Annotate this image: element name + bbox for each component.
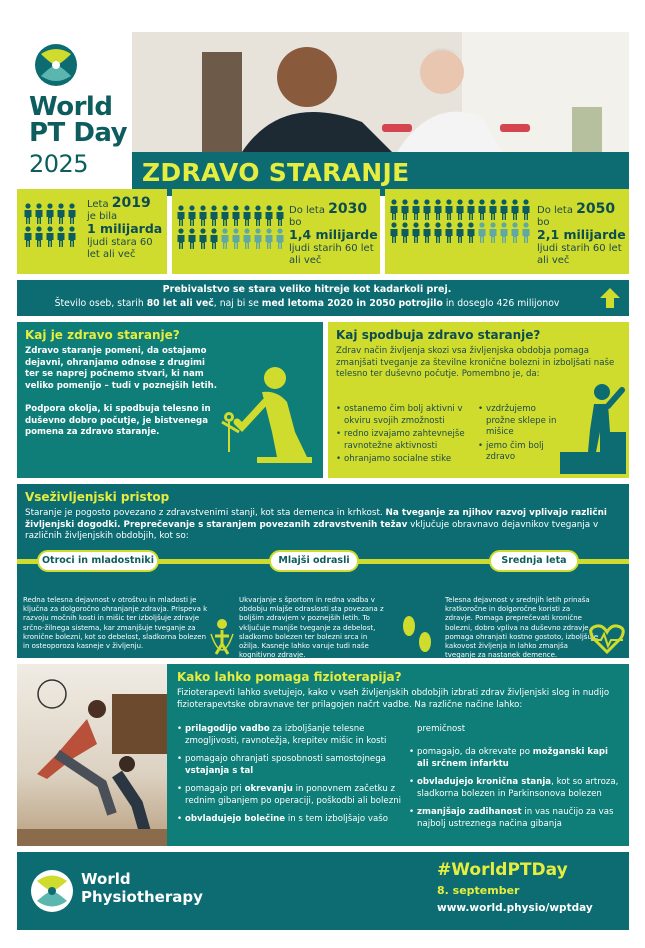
population-banner (17, 280, 629, 316)
person-icon (209, 205, 219, 227)
person-icon (176, 228, 186, 250)
list-item (409, 807, 621, 830)
person-icon (488, 222, 498, 244)
person-icon (510, 199, 520, 221)
person-icon (521, 222, 531, 244)
person-icon (521, 199, 531, 221)
people-icons (176, 205, 286, 250)
person-icon (34, 226, 44, 248)
person-icon (264, 205, 274, 227)
list-item (177, 724, 405, 747)
person-icon (466, 222, 476, 244)
list-item-text: zmanjšajo zadihanost (417, 807, 522, 817)
person-icon (400, 222, 410, 244)
list-item: • redno izvajamo zahtevnejše ravnotežne aktivnosti (336, 429, 476, 452)
person-icon (422, 222, 432, 244)
infographic-page (17, 32, 629, 930)
lifespan-text: vključuje obravnavo dejavnikov tveganja v različnih življenjskih obdobjih, kot so: (25, 519, 599, 541)
stat-label: ali več (289, 255, 322, 266)
person-icon (422, 199, 432, 221)
list-item-text: okrevanju (244, 784, 293, 794)
stat-year: 2030 (328, 201, 368, 217)
stage-text-children: Redna telesna dejavnost v otroštvu in mladosti je ključna za dolgoročno ohranjanje zdravja. Prispeva k razvoju močnih kosti in mišic ter izboljšuje zdravje srčno-žilnega sistema, kar zmanjšuje tveganje za kronične bolezni, kot so debelost, sladkorna bolezen in osteoporoza kasneje v življenju. (23, 596, 208, 651)
logo-title (29, 94, 127, 146)
person-icon (275, 205, 285, 227)
person-icon (67, 203, 77, 225)
footer-url-link[interactable]: www.world.physio/wptday (437, 902, 593, 914)
list-item (409, 747, 621, 770)
footer-brand (81, 870, 203, 906)
world-physiotherapy-logo-icon (29, 868, 75, 914)
person-icon (231, 205, 241, 227)
person-icon (45, 203, 55, 225)
lifespan-text: Na tveganje za njihov razvoj vplivajo različni življenjski dogodki. Preprečevanje s staranjem povezanih zdravstvenih težav (25, 508, 607, 530)
page-title: ZDRAVO STARANJE (142, 158, 410, 187)
list-item (177, 814, 405, 826)
list-item-text: pomagajo pri (185, 784, 245, 794)
logo-year: 2025 (29, 150, 89, 178)
list-item-text: možganski kapi ali srčnem infarktu (417, 747, 608, 769)
world-pt-day-logo-icon (31, 42, 81, 88)
person-icon (433, 222, 443, 244)
footer-hashtag: #WorldPTDay (437, 860, 568, 880)
person-icon (198, 228, 208, 250)
stat-label: bo (537, 217, 550, 228)
physio-box (167, 664, 629, 846)
person-icon (220, 228, 230, 250)
physio-session-illustration (17, 664, 167, 846)
list-item-text: in s tem izboljšajo vašo (285, 814, 388, 824)
logo-area (17, 32, 132, 196)
stat-year: 2019 (111, 195, 151, 211)
person-icon (499, 199, 509, 221)
physio-intro: Fizioterapevti lahko svetujejo, kako v vseh življenjskih obdobjih izbrati zdrav življenjski slog in nudijo fizioterapevtske obravnave ter prilagojen načrt vadbe. Na različne načine lahko: (177, 688, 610, 710)
stat-label: bo (289, 217, 302, 228)
person-icon (67, 226, 77, 248)
person-icon (466, 199, 476, 221)
stat-label: ljudi starih 60 let (537, 243, 622, 254)
person-icon (444, 199, 454, 221)
person-icon (242, 228, 252, 250)
list-item (177, 784, 405, 807)
stage-pill-young-adults: Mlajši odrasli (269, 550, 359, 572)
list-item (177, 754, 405, 777)
person-icon (275, 228, 285, 250)
person-icon (45, 226, 55, 248)
lifespan-intro (25, 508, 621, 543)
people-icons (23, 203, 85, 248)
person-icon (477, 222, 487, 244)
what-is-box (17, 322, 323, 478)
person-icon (444, 222, 454, 244)
person-icon (253, 205, 263, 227)
promotes-heading: Kaj spodbuja zdravo staranje? (336, 328, 541, 342)
physio-list-1 (177, 724, 405, 833)
list-item (409, 777, 621, 800)
gardening-person-icon (217, 362, 317, 472)
footer (17, 852, 629, 930)
person-icon (411, 222, 421, 244)
footer-date: 8. september (437, 884, 520, 897)
stat-text (289, 203, 379, 267)
person-icon (187, 228, 197, 250)
stat-label: ali več (537, 255, 570, 266)
header-photo (132, 32, 629, 152)
person-icon (242, 205, 252, 227)
footer-brand-line-1: World (81, 870, 131, 888)
banner-line-2 (17, 298, 597, 309)
stat-value: 1,4 milijarde (289, 227, 378, 242)
person-icon (56, 226, 66, 248)
promotes-intro: Zdrav način življenja skozi vsa življenjska obdobja pomaga zmanjšati tveganje za številne kronične bolezni in izboljšati naše telesno ter duševno počutje. Pomembno je, da: (336, 346, 615, 379)
person-icon (198, 205, 208, 227)
list-item-text: za izboljšanje telesne zmogljivosti, ravnotežja, krepitev mišic in kosti (185, 724, 387, 746)
person-icon (455, 222, 465, 244)
promotes-list-1 (336, 404, 476, 468)
lifespan-text: Staranje je pogosto povezano z zdravstvenimi stanji, kot sta demenca in krhkost. (25, 508, 386, 518)
physio-list-2-lead: premičnost (417, 724, 466, 734)
what-paragraph-2: Podpora okolja, ki spodbuja telesno in duševno dobro počutje, je bistvenega pomena za zdravo staranje. (25, 404, 211, 437)
stat-label: ljudi stara 60 (87, 237, 153, 248)
list-item: • ohranjamo socialne stike (336, 454, 476, 466)
stat-label: Do leta (537, 205, 573, 216)
list-item-text: in vas naučijo za vas najbolj ustreznega načina gibanja (417, 807, 614, 829)
stat-box-2030 (172, 189, 380, 274)
people-icons (389, 199, 534, 244)
list-item: • vzdržujemo prožne sklepe in mišice (478, 404, 558, 439)
person-icon (187, 205, 197, 227)
logo-line-2: PT Day (29, 118, 128, 148)
stage-text-young-adults: Ukvarjanje s športom in redna vadba v obdobju mlajše odraslosti sta povezana z boljšim zdravjem v poznejših letih. To vključuje manjše tveganje za debelost, sladkorno bolezen ter bolezni srca in ožilja. Kasneje lahko varuje tudi naše kognitivno zdravje. (239, 596, 384, 660)
person-icon (56, 203, 66, 225)
physio-list-2 (409, 747, 621, 837)
logo-line-1: World (29, 92, 113, 122)
stage-text-middle-age: Telesna dejavnost v srednjih letih prinaša kratkoročne in dolgoročne koristi za zdravje. Pomaga preprečevati kronične bolezni, dobro vpliva na duševno zdravje, pomaga ohranjati kostno gostoto, izboljšuje kakovost življenja in lahko zmanjša tveganje za nastanek demence. (445, 596, 599, 660)
list-item: • jemo čim bolj zdravo (478, 441, 558, 464)
person-icon (389, 199, 399, 221)
lifespan-heading: Vseživljenjski pristop (25, 490, 170, 504)
stat-label: ljudi starih 60 let (289, 243, 374, 254)
promotes-box (328, 322, 629, 478)
person-icon (176, 205, 186, 227)
lifespan-box (17, 484, 629, 658)
person-icon (264, 228, 274, 250)
stat-label: je bila (87, 211, 118, 222)
person-icon (477, 199, 487, 221)
person-icon (34, 203, 44, 225)
physio-heading: Kako lahko pomaga fizioterapija? (177, 670, 402, 684)
person-icon (231, 228, 241, 250)
person-icon (510, 222, 520, 244)
list-item-text: , kot so artroza, sladkorna bolezen in Parkinsonova bolezen (417, 777, 619, 799)
person-icon (220, 205, 230, 227)
list-item-text: pomagajo, da okrevate po (417, 747, 533, 757)
person-icon (23, 203, 33, 225)
stage-pill-children: Otroci in mladostniki (37, 550, 159, 572)
person-icon (433, 199, 443, 221)
stat-label: Do leta (289, 205, 325, 216)
person-icon (209, 228, 219, 250)
banner-line-1: Prebivalstvo se stara veliko hitreje kot kadarkoli prej. (162, 284, 452, 295)
list-item-text: vstajanja s tal (185, 765, 254, 776)
person-icon (499, 222, 509, 244)
footprints-icon (397, 612, 439, 656)
person-icon (488, 199, 498, 221)
person-icon (411, 199, 421, 221)
person-icon (253, 228, 263, 250)
stage-pill-middle-age: Srednja leta (489, 550, 579, 572)
stat-label: Leta (87, 199, 109, 210)
banner-text: 80 let ali več (146, 298, 214, 309)
person-icon (23, 226, 33, 248)
list-item-text: in ponovnem začetku z rednim gibanjem po operaciji, poškodbi ali bolezni (185, 784, 402, 806)
banner-text: Število oseb, starih (54, 298, 147, 309)
stat-year: 2050 (576, 201, 616, 217)
person-icon (400, 199, 410, 221)
jump-rope-icon (205, 616, 239, 656)
banner-text: , naj bi se (213, 298, 262, 309)
person-icon (455, 199, 465, 221)
what-heading: Kaj je zdravo staranje? (25, 328, 180, 342)
list-item-text: obvladujejo bolečine (185, 814, 286, 824)
stat-value: 1 milijarda (87, 221, 163, 236)
banner-text: in doseglo 426 milijonov (442, 298, 560, 309)
list-item-text: pomagajo ohranjati sposobnosti samostojnega (185, 754, 386, 764)
physio-photo (17, 664, 167, 846)
stat-text (537, 203, 629, 267)
what-paragraph-1: Zdravo staranje pomeni, da ostajamo dejavni, ohranjamo odnose z drugimi ter se naprej počnemo stvari, ki nam veliko pomenijo – tudi v poznejših letih. (25, 346, 217, 391)
stat-value: 2,1 milijarde (537, 227, 626, 242)
person-icon (389, 222, 399, 244)
stat-box-2050 (385, 189, 629, 274)
stat-box-2019 (17, 189, 167, 274)
list-item-text: prilagodijo vadbo (185, 724, 270, 734)
stair-climbing-icon (560, 382, 626, 474)
footer-brand-line-2: Physiotherapy (81, 888, 203, 906)
up-arrow-icon (598, 286, 622, 310)
list-item-text: obvladujejo kronična stanja (417, 777, 552, 787)
list-item: • ostanemo čim bolj aktivni v okviru svojih zmožnosti (336, 404, 476, 427)
stat-label: let ali več (87, 249, 136, 260)
promotes-list-2 (478, 404, 558, 466)
banner-text: med letoma 2020 in 2050 potrojilo (261, 298, 443, 309)
physio-with-senior-illustration (132, 32, 629, 152)
stat-text (87, 197, 165, 261)
heartbeat-icon (589, 624, 625, 654)
